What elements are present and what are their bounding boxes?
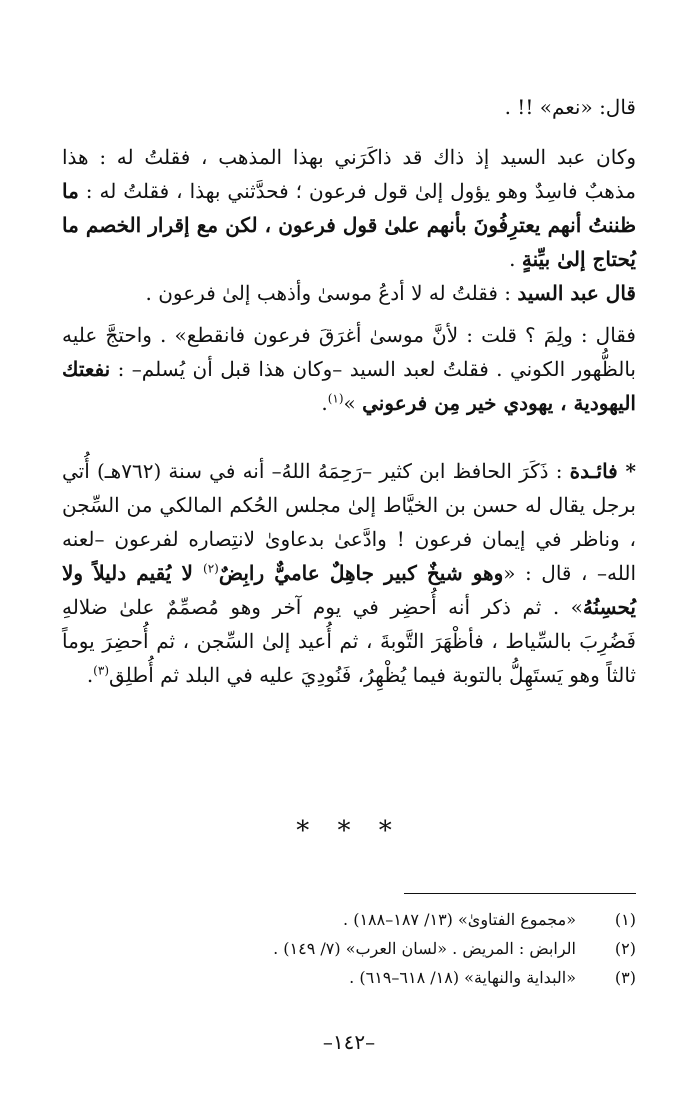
paragraph-5-end: . bbox=[86, 663, 94, 687]
paragraph-5 bbox=[62, 454, 636, 692]
footnote-3-number: (٣) bbox=[614, 968, 636, 987]
footnote-2 bbox=[62, 934, 636, 963]
paragraph-2-bold: ما ظننتُ أنهم يعترِفُونَ بأنهم علىٰ قول فرعون ، لكن مع إقرار الخصم ما يُحتاج إلىٰ بيِّنةٍ bbox=[62, 179, 636, 271]
page-number: –١٤٢– bbox=[322, 1030, 376, 1054]
footnote-ref-2: (٢) bbox=[203, 561, 219, 576]
footnote-2-text: الرابض : المريض . «لسان العرب» (٧/ ١٤٩) . bbox=[273, 939, 576, 958]
footnotes bbox=[62, 905, 636, 992]
footnote-1 bbox=[62, 905, 636, 934]
footnote-ref-3: (٣) bbox=[93, 663, 109, 678]
paragraph-3 bbox=[62, 276, 636, 310]
paragraph-4-bold: نفعتك اليهودية ، يهودي خير مِن فرعوني bbox=[62, 357, 636, 415]
footnote-divider bbox=[404, 893, 636, 894]
paragraph-1 bbox=[62, 90, 636, 124]
footnote-1-number: (١) bbox=[614, 910, 636, 929]
paragraph-5-text-2: » . ثم ذكر أنه أُحضِر في يوم آخر وهو مُصمِّمٌ علىٰ ضلالهِ فَضُرِبَ بالسِّياط ، فأظْهَرَ التَّوبةَ ، ثم أُعيد إلىٰ السِّجن ، ثم أُحضِرَ يوماً ثالثاً وهو يَستَهِلُّ بالتوبة فيما يُظْهِرُ، فَنُودِيَ عليه في البلد ثم أُطلِق bbox=[62, 595, 636, 687]
footnote-3 bbox=[62, 963, 636, 992]
paragraph-4-quote-close: » bbox=[343, 391, 363, 415]
paragraph-4 bbox=[62, 318, 636, 420]
paragraph-5-text: : ذَكَرَ الحافظ ابن كثير –رَحِمَهُ اللهُ– أنه في سنة (٧٦٢هـ) أُتي برجل يقال له حسن بن الخيَّاط إلىٰ مجلس الحُكم المالكي من السِّجن ، وناظر في إيمان فرعون ! وادَّعىٰ بدعاوىٰ لانتِصاره لفرعون –لعنه الله– ، قال : « bbox=[62, 459, 637, 585]
paragraph-2 bbox=[62, 140, 636, 276]
paragraph-2-end: . bbox=[509, 247, 522, 271]
footnote-2-number: (٢) bbox=[614, 939, 636, 958]
paragraph-3-text: : فقلتُ له لا أدعُ موسىٰ وأذهب إلىٰ فرعون . bbox=[145, 281, 518, 305]
section-separator: * * * bbox=[296, 816, 402, 846]
footnote-3-text: «البداية والنهاية» (١٨/ ٦١٨–٦١٩) . bbox=[349, 968, 576, 987]
paragraph-4-text: فقال : ولِمَ ؟ قلت : لأنَّ موسىٰ أغرَقَ فرعون فانقطع» . واحتجَّ عليه بالظُّهور الكوني . فقلتُ لعبد السيد –وكان هذا قبل أن يُسلم– : bbox=[62, 323, 636, 381]
footnote-1-text: «مجموع الفتاوىٰ» (١٣/ ١٨٧–١٨٨) . bbox=[343, 910, 576, 929]
benefit-label: * فائـدة bbox=[569, 459, 636, 483]
paragraph-2-text: وكان عبد السيد إذ ذاك قد ذاكَرَني بهذا المذهب ، فقلتُ له : هذا مذهبٌ فاسِدٌ وهو يؤول إلىٰ قول فرعون ؛ فحدَّثني بهذا ، فقلتُ له : bbox=[62, 145, 636, 203]
footnote-ref-1: (١) bbox=[327, 391, 344, 406]
paragraph-1-text: قال: «نعم» !! . bbox=[504, 95, 636, 119]
paragraph-3-lead: قال عبد السيد bbox=[517, 281, 636, 305]
paragraph-4-end: . bbox=[321, 391, 328, 415]
paragraph-5-bold-2: لا يُقيم دليلاً ولا يُحسِنُهُ bbox=[62, 561, 636, 619]
paragraph-5-bold-1: وهو شيخٌ كبير جاهِلٌ عاميٌّ رابِضٌ bbox=[218, 561, 504, 585]
